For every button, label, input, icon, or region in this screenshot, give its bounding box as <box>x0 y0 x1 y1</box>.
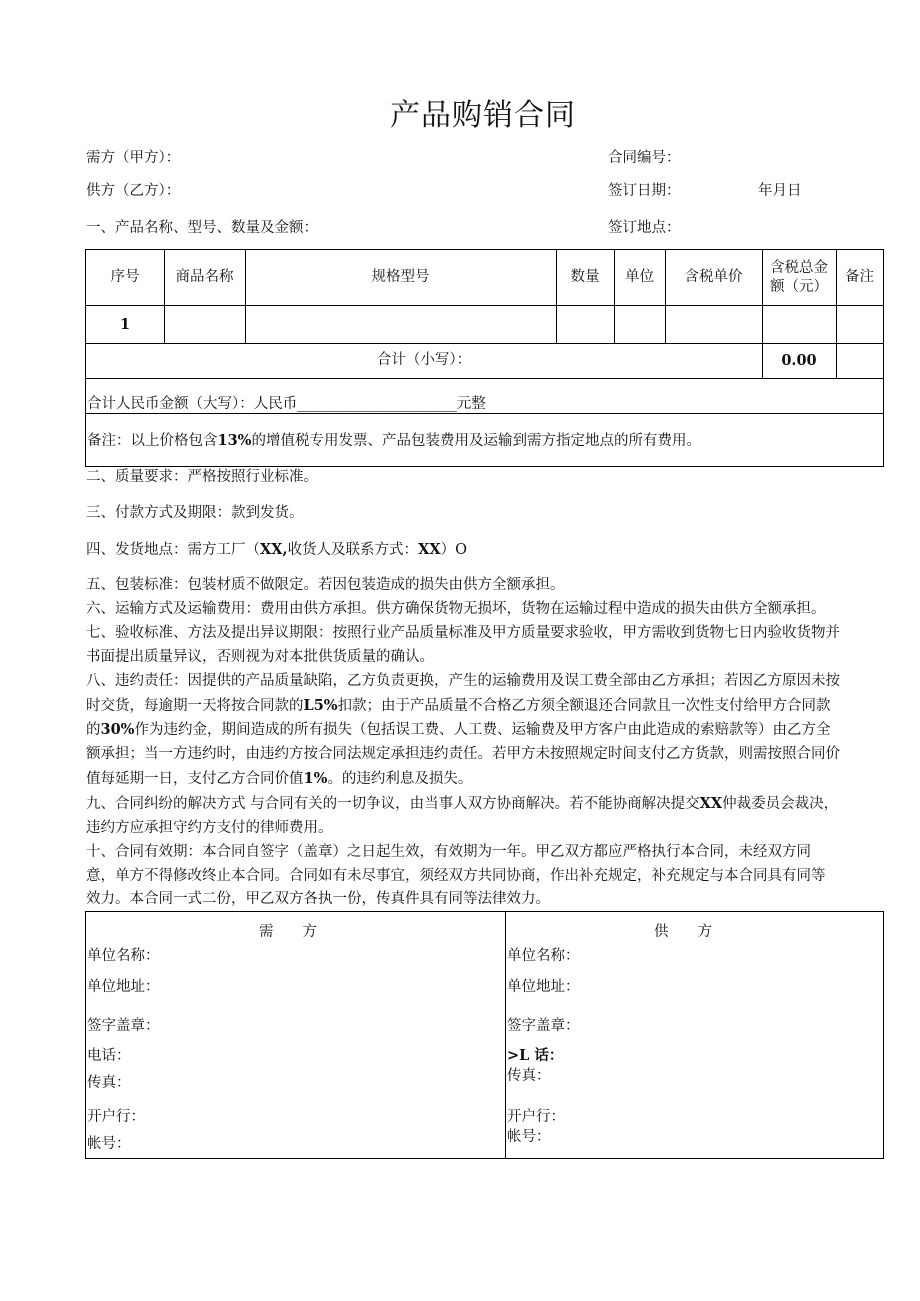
liability-line-1: 八、违约责任：因提供的产品质量缺陷，乙方负责更换，产生的运输费用及误工费全部由乙方承担；若因乙方原因未按 <box>86 673 840 689</box>
acceptance-line-1: 七、验收标准、方法及提出异议期限：按照行业产品质量标准及甲方质量要求验收，甲方需收到货物七日内验收货物并 <box>86 625 840 641</box>
validity-line-1: 十、合同有效期：本合同自签字（盖章）之日起生效，有效期为一年。甲乙双方都应严格执行本合同，未经双方同 <box>86 844 811 860</box>
buyer-fax: 传真： <box>87 1075 131 1091</box>
col-header-unit-price: 含税单价 <box>684 269 743 285</box>
col-header-remark: 备注 <box>845 269 874 285</box>
liability-line-2-post: 扣款；由于产品质量不合格乙方须全额退还合同款且一次性支付给甲方合同款 <box>337 697 831 714</box>
penalty-rate: 30% <box>100 721 135 739</box>
clause-liability <box>86 670 886 792</box>
liability-line-4: 额承担；当一方违约时，由违约方按合同法规定承担违约责任。若甲方未按照规定时间支付乙方货款，则需按照合同价 <box>86 746 840 763</box>
dispute-line-1-post: 仲裁委员会裁决， <box>722 796 839 812</box>
sign-place-label: 签订地点： <box>608 220 681 236</box>
seller-account: 帐号： <box>507 1129 551 1145</box>
table-remark <box>87 432 701 450</box>
delivery-text-mid: 收货人及联系方式： <box>287 542 419 558</box>
seller-unit-address: 单位地址： <box>507 979 580 995</box>
acceptance-line-2: 书面提出质量异议，否则视为对本批供货质量的确认。 <box>86 648 434 665</box>
col-header-product-name: 商品名称 <box>175 269 234 285</box>
validity-line-2: 意，单方不得修改终止本合同。合同如有未尽事宜，须经双方共同协商，作出补充规定，补充规定与本合同具有同等 <box>86 867 826 884</box>
col-header-total-amount <box>762 250 836 305</box>
seller-bank: 开户行： <box>507 1109 565 1125</box>
page-title: 产品购销合同 <box>390 98 576 133</box>
subtotal-value: 0.00 <box>781 352 817 369</box>
delivery-text-pre: 四、发货地点：需方工厂（ <box>86 542 260 558</box>
dispute-line-1-pre: 九、合同纠纷的解决方式 与合同有关的一切争议，由当事人双方协商解决。若不能协商解决提交 <box>86 796 700 812</box>
seller-fax: 传真： <box>507 1068 551 1084</box>
sign-date-label: 签订日期： <box>608 183 681 199</box>
delivery-text-post: ）O <box>440 542 467 558</box>
uppercase-amount-row <box>87 395 486 413</box>
buyer-account: 帐号： <box>87 1136 131 1152</box>
dispute-line-1 <box>86 792 886 817</box>
section1-heading: 一、产品名称、型号、数量及金额： <box>86 220 318 236</box>
buyer-unit-address: 单位地址： <box>87 979 160 995</box>
remark-text-pre: 备注：以上价格包含 <box>87 433 218 449</box>
dispute-line-2: 违约方应承担守约方支付的律师费用。 <box>86 819 333 836</box>
buyer-phone: 电话： <box>87 1048 131 1064</box>
clause-quality: 二、质量要求：严格按照行业标准。 <box>86 469 318 485</box>
remark-text-post: 的增值税专用发票、产品包装费用及运输到需方指定地点的所有费用。 <box>251 433 701 449</box>
liability-line-3-post: 作为违约金，期间造成的所有损失（包括误工费、人工费、运输费及甲方客户由此造成的索赔款等）由乙方全 <box>134 722 831 739</box>
clause-packaging: 五、包装标准：包装材质不做限定。若因包装造成的损失由供方全额承担。 <box>86 577 565 593</box>
seller-heading: 供 方 <box>654 924 712 940</box>
col-header-unit: 单位 <box>625 269 654 285</box>
col-header-quantity: 数量 <box>570 269 600 285</box>
late-penalty-rate: L5% <box>303 696 338 714</box>
table-row-index: 1 <box>119 315 131 333</box>
liability-line-2-pre: 时交货，每逾期一天将按合同款的 <box>86 697 304 714</box>
clause-transport: 六、运输方式及运输费用：费用由供方承担。供方确保货物无损坏，货物在运输过程中造成的损失由供方全额承担。 <box>86 601 826 617</box>
buyer-signature: 签字盖章： <box>87 1018 160 1034</box>
clause-payment: 三、付款方式及期限：款到发货。 <box>86 505 304 521</box>
sign-date-value: 年月日 <box>758 183 802 199</box>
delivery-contact: XX <box>418 541 441 558</box>
validity-line-3: 效力。本合同一式二份，甲乙双方各执一份，传真件具有同等法律效力。 <box>86 891 550 908</box>
seller-phone: >L 话： <box>507 1047 564 1064</box>
clause-dispute <box>86 792 886 840</box>
uppercase-amount-suffix: 元整 <box>456 396 486 412</box>
col-header-spec-model: 规格型号 <box>371 269 430 285</box>
product-table <box>85 249 884 467</box>
buyer-unit-name: 单位名称： <box>87 948 160 964</box>
liability-line-2 <box>86 694 886 719</box>
clause-delivery-place <box>86 538 886 563</box>
interest-rate: 1% <box>303 769 328 787</box>
uppercase-amount-blank: ______________________ <box>297 396 457 412</box>
clause-validity <box>86 841 886 912</box>
seller-signature: 签字盖章： <box>507 1018 580 1034</box>
delivery-factory: XX, <box>260 541 288 558</box>
subtotal-label: 合计（小写）： <box>376 352 472 368</box>
liability-line-3-pre: 的 <box>86 722 101 739</box>
seller-label: 供方（乙方）： <box>86 183 181 199</box>
contract-number-label: 合同编号： <box>608 150 681 166</box>
liability-line-5-post: 。的违约利息及损失。 <box>327 770 473 787</box>
buyer-heading: 需 方 <box>259 924 317 940</box>
col-header-index: 序号 <box>110 269 140 285</box>
clause-acceptance <box>86 622 886 669</box>
seller-unit-name: 单位名称： <box>507 948 580 964</box>
parties-table <box>85 911 884 1159</box>
remark-tax-rate: 13% <box>217 432 252 449</box>
buyer-bank: 开户行： <box>87 1109 145 1125</box>
col-header-total-amount-line2: 额（元） <box>770 278 828 295</box>
liability-line-5 <box>86 767 886 792</box>
liability-line-5-pre: 值每延期一日，支付乙方合同价值 <box>86 770 304 787</box>
uppercase-amount-label: 合计人民币金额（大写）：人民币 <box>87 396 298 412</box>
buyer-label: 需方（甲方）： <box>86 150 181 166</box>
arbitration-city: XX <box>699 795 723 812</box>
col-header-total-amount-line1: 含税总金 <box>770 259 828 276</box>
liability-line-3 <box>86 718 886 743</box>
